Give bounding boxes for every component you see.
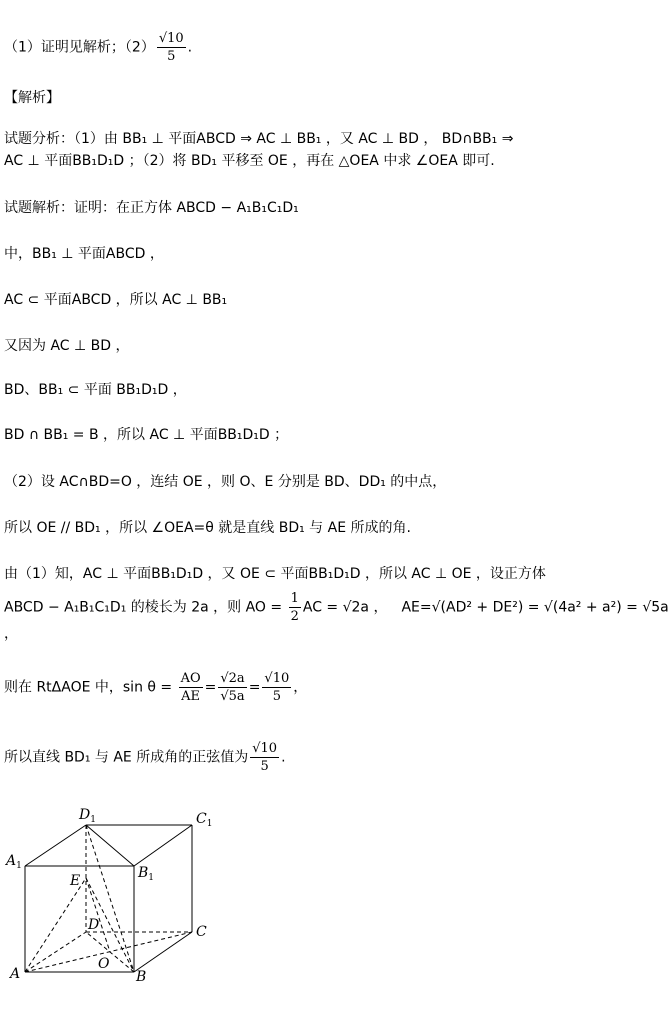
- solution-line-12: 则在 RtΔAOE 中，sin θ = $\frac{AO}{AE}$ = $\frac{√2a}{√5a}$ = $\frac{√10}{5}$ ，: [4, 671, 308, 704]
- answer-prefix: （1）证明见解析；（2）: [4, 39, 155, 56]
- final-fraction: $\frac{√10}{5}$: [252, 741, 278, 774]
- label-a1: $A_1$: [6, 853, 22, 871]
- label-o: O: [98, 956, 110, 972]
- label-b1: $B_1$: [138, 865, 155, 883]
- analysis-line-2: AC ⊥ 平面BB₁D₁D ；（2）将 BD₁ 平移至 OE ，再在 △OEA 中求 ∠OEA 即可.: [4, 153, 495, 169]
- line-a-e: [25, 878, 86, 972]
- solution-line-5: BD、BB₁ ⊂ 平面 BB₁D₁D ，: [4, 382, 187, 398]
- solution-line-8: 所以 OE // BD₁ ，所以 ∠OEA=θ 就是直线 BD₁ 与 AE 所成的角.: [4, 520, 411, 536]
- sin-fraction-2: $\frac{√2a}{√5a}$: [220, 671, 245, 704]
- half-fraction: $\frac{1}{2}$: [290, 591, 299, 624]
- analysis-line-1: 试题分析：（1）由 BB₁ ⊥ 平面ABCD ⇒ AC ⊥ BB₁ ，又 AC ⊥ BD ， BD∩BB₁ ⇒: [4, 131, 514, 147]
- solution-line-3: AC ⊂ 平面ABCD ，所以 AC ⊥ BB₁: [4, 292, 228, 308]
- edge-b-c: [134, 932, 192, 972]
- edge-b1-c1: [134, 825, 192, 866]
- line-d1-b: [86, 825, 134, 972]
- label-d1: $D_1$: [79, 807, 96, 825]
- label-b: B: [136, 969, 147, 985]
- solution-line-6: BD ∩ BB₁ = B ，所以 AC ⊥ 平面BB₁D₁D ；: [4, 427, 289, 443]
- solution-line-10: ABCD − A₁B₁C₁D₁ 的棱长为 2a ，则 AO = $\frac{1}{2}$ AC = √2a ， AE=√(AD² + DE²) = √(4a² + a²) = √5a: [4, 591, 669, 624]
- sin-fraction-1: $\frac{AO}{AE}$: [180, 671, 201, 704]
- label-c1: $C_1$: [196, 811, 213, 829]
- solution-line-7: （2）设 AC∩BD=O ，连结 OE ，则 O、E 分别是 BD、DD₁ 的中点，: [4, 474, 447, 490]
- solution-line-1: 试题解析：证明：在正方体 ABCD − A₁B₁C₁D₁: [4, 200, 299, 216]
- edge-a1-d1: [25, 825, 86, 866]
- answer-line: （1）证明见解析；（2） $\frac{√10}{5}$ .: [4, 31, 193, 64]
- solution-line-9: 由（1）知，AC ⊥ 平面BB₁D₁D ，又 OE ⊂ 平面BB₁D₁D ，所以 AC ⊥ OE ，设正方体: [4, 566, 546, 582]
- sin-fraction-3: $\frac{√10}{5}$: [264, 671, 290, 704]
- label-c: C: [196, 924, 207, 940]
- cube-figure: [0, 805, 240, 1015]
- line-e-o: [86, 878, 110, 952]
- solution-line-4: 又因为 AC ⊥ BD ，: [4, 338, 130, 354]
- section-title: 【解析】: [4, 90, 60, 106]
- solution-line-11: ，: [4, 626, 18, 642]
- edge-a-d: [25, 932, 86, 972]
- label-e: E: [70, 873, 81, 889]
- solution-line-13: 所以直线 BD₁ 与 AE 所成角的正弦值为 $\frac{√10}{5}$ .: [4, 741, 286, 774]
- solution-line-2: 中，BB₁ ⊥ 平面ABCD ，: [4, 246, 164, 262]
- label-a: A: [10, 966, 21, 982]
- answer-fraction: $\frac{√10}{5}$: [158, 31, 184, 64]
- label-d: D: [88, 917, 100, 933]
